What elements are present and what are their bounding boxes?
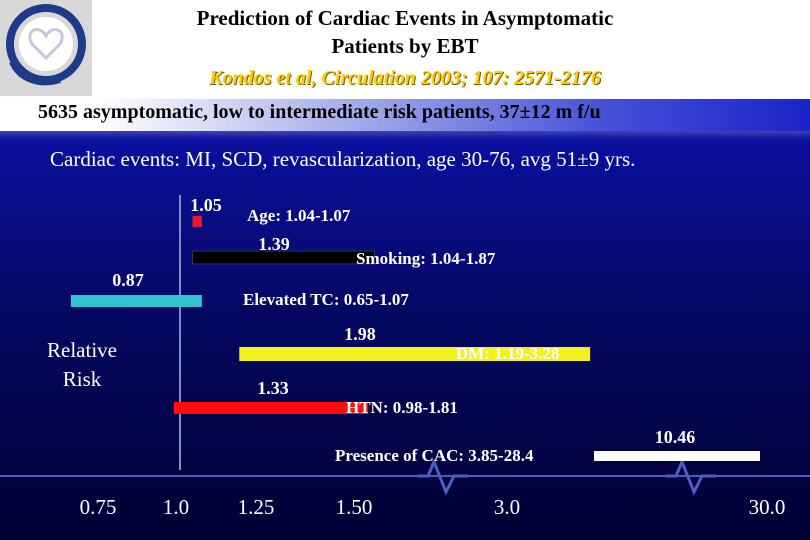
value-label: 1.98: [344, 324, 376, 344]
bar-age: [192, 216, 201, 227]
events-line: Cardiac events: MI, SCD, revascularization, age 30-76, avg 51±9 yrs.: [50, 147, 636, 171]
bar-elevated-tc: [71, 295, 202, 307]
bar-htn: [174, 402, 368, 414]
title-line-2: Patients by EBT: [331, 34, 479, 58]
ci-label: HTN: 0.98-1.81: [346, 398, 458, 417]
x-tick-label: 1.0: [162, 495, 190, 519]
citation: Kondos et al, Circulation 2003; 107: 2571-2176: [209, 67, 601, 89]
ci-label: Age: 1.04-1.07: [247, 206, 351, 225]
x-tick-label: 0.75: [79, 495, 117, 519]
ci-label: Presence of CAC: 3.85-28.4: [335, 446, 534, 465]
x-tick-label: 1.25: [237, 495, 275, 519]
x-tick-label: 30.0: [748, 495, 786, 519]
bar-presence-of-cac: [594, 451, 760, 461]
value-label: 1.05: [190, 195, 222, 215]
ci-label: Smoking: 1.04-1.87: [356, 249, 496, 268]
value-label: 1.39: [258, 234, 290, 254]
x-tick-label: 3.0: [493, 495, 521, 519]
study-line: 5635 asymptomatic, low to intermediate risk patients, 37±12 m f/u: [38, 101, 601, 123]
value-label: 1.33: [257, 378, 289, 398]
ci-label: Elevated TC: 0.65-1.07: [243, 290, 409, 309]
title-line-1: Prediction of Cardiac Events in Asymptomatic: [196, 6, 614, 30]
y-label-line-2: Risk: [62, 367, 102, 391]
value-label: 10.46: [654, 427, 696, 447]
ci-label: DM: 1.19-3.28: [456, 344, 560, 363]
x-tick-label: 1.50: [335, 495, 373, 519]
value-label: 0.87: [112, 270, 144, 290]
y-label-line-1: Relative: [47, 338, 117, 362]
